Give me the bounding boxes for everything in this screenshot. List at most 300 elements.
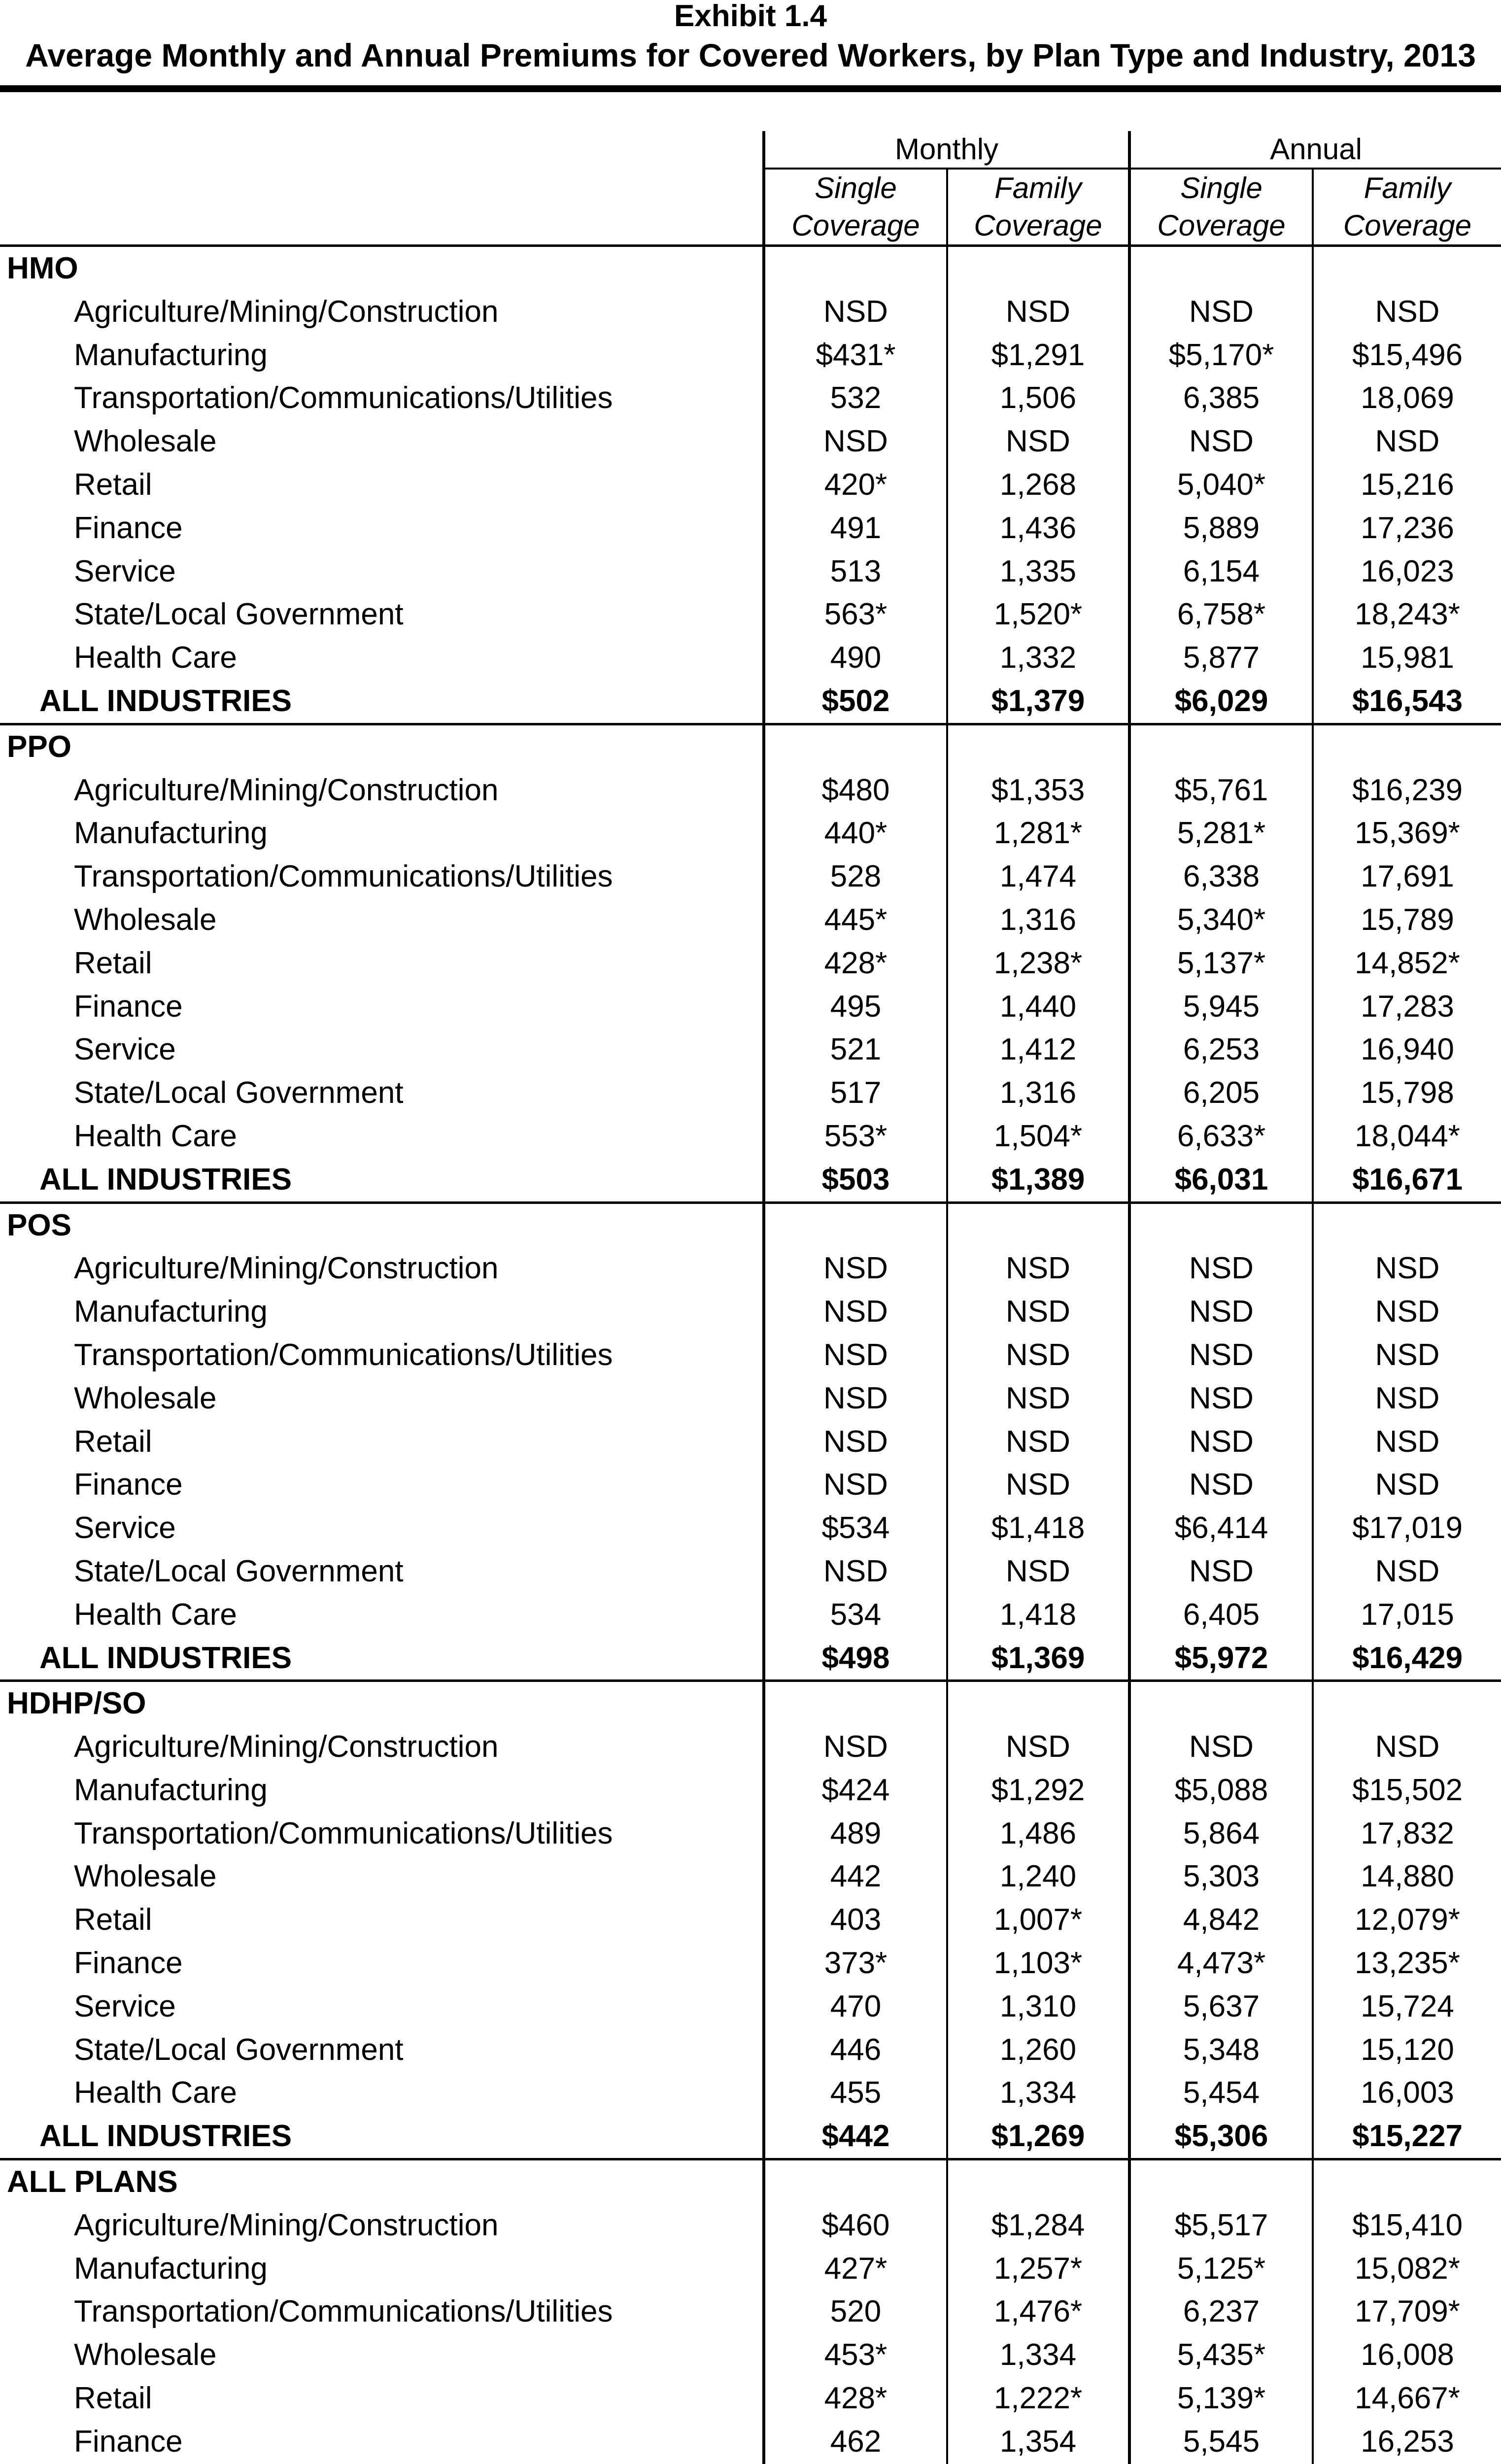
monthly-single-cell: 520 bbox=[764, 2290, 947, 2333]
plan-label: ALL PLANS bbox=[7, 2165, 178, 2199]
monthly-single-cell: NSD bbox=[764, 420, 947, 463]
plan-row-all-plans bbox=[0, 2159, 1501, 2204]
monthly-single-cell: NSD bbox=[764, 1334, 947, 1377]
industry-label: Manufacturing bbox=[74, 2251, 268, 2286]
monthly-single-cell: 373* bbox=[764, 1942, 947, 1985]
plan-row-spacer bbox=[1129, 2159, 1313, 2204]
all-monthly-single-cell: $503 bbox=[764, 1158, 947, 1202]
monthly-family-cell: 1,334 bbox=[947, 2071, 1129, 2115]
header-monthly: Monthly bbox=[764, 131, 1129, 169]
table-row bbox=[0, 2333, 1501, 2377]
industry-label: Wholesale bbox=[74, 1381, 217, 1415]
annual-family-cell: 14,880 bbox=[1313, 1855, 1501, 1898]
annual-single-cell: NSD bbox=[1129, 1550, 1313, 1593]
monthly-family-cell: NSD bbox=[947, 1463, 1129, 1506]
annual-family-cell: 15,082* bbox=[1313, 2247, 1501, 2291]
industry-label: Manufacturing bbox=[74, 1773, 268, 1807]
annual-single-cell: 5,877 bbox=[1129, 636, 1313, 680]
title-block bbox=[0, 0, 1501, 92]
annual-family-cell: 16,023 bbox=[1313, 550, 1501, 593]
table-row bbox=[0, 376, 1501, 420]
industry-label: State/Local Government bbox=[74, 597, 404, 632]
industry-label: Retail bbox=[74, 1903, 152, 1937]
all-monthly-single-cell: $502 bbox=[764, 680, 947, 724]
monthly-single-cell: 428* bbox=[764, 942, 947, 985]
all-monthly-single-cell: $442 bbox=[764, 2115, 947, 2159]
table-row bbox=[0, 593, 1501, 636]
monthly-single-cell: 490 bbox=[764, 636, 947, 680]
table-row bbox=[0, 1593, 1501, 1637]
plan-row-spacer bbox=[1313, 2159, 1501, 2204]
header-blank bbox=[0, 207, 764, 246]
annual-family-cell: 15,216 bbox=[1313, 463, 1501, 507]
monthly-single-cell: 517 bbox=[764, 1071, 947, 1115]
industry-label: Finance bbox=[74, 511, 183, 545]
plan-label: PPO bbox=[7, 729, 71, 764]
industry-label: Transportation/Communications/Utilities bbox=[74, 2294, 613, 2329]
industry-label: Retail bbox=[74, 946, 152, 980]
annual-family-cell: NSD bbox=[1313, 1334, 1501, 1377]
monthly-family-cell: 1,316 bbox=[947, 898, 1129, 942]
annual-family-cell: 14,667* bbox=[1313, 2377, 1501, 2420]
table-row bbox=[0, 1115, 1501, 1158]
all-annual-family-cell: $15,227 bbox=[1313, 2115, 1501, 2159]
annual-family-cell: 15,789 bbox=[1313, 898, 1501, 942]
all-annual-single-cell: $5,972 bbox=[1129, 1637, 1313, 1681]
annual-family-cell: 13,235* bbox=[1313, 1942, 1501, 1985]
monthly-single-cell: 534 bbox=[764, 1593, 947, 1637]
annual-family-cell: 15,724 bbox=[1313, 1985, 1501, 2028]
annual-family-cell: 17,236 bbox=[1313, 507, 1501, 550]
industry-label: Finance bbox=[74, 1946, 183, 1981]
header-annual: Annual bbox=[1129, 131, 1501, 169]
monthly-single-cell: NSD bbox=[764, 1463, 947, 1506]
monthly-single-cell: 453* bbox=[764, 2333, 947, 2377]
monthly-family-cell: 1,103* bbox=[947, 1942, 1129, 1985]
table-row bbox=[0, 898, 1501, 942]
annual-single-cell: NSD bbox=[1129, 1377, 1313, 1420]
industry-label: Transportation/Communications/Utilities bbox=[74, 1337, 613, 1372]
monthly-single-cell: 491 bbox=[764, 507, 947, 550]
industry-label: Finance bbox=[74, 989, 183, 1024]
table-row bbox=[0, 942, 1501, 985]
table-row bbox=[0, 550, 1501, 593]
table-row bbox=[0, 1985, 1501, 2028]
header-monthly-single-2: Coverage bbox=[764, 207, 947, 246]
table-row bbox=[0, 2071, 1501, 2115]
annual-single-cell: 6,758* bbox=[1129, 593, 1313, 636]
annual-single-cell: 5,137* bbox=[1129, 942, 1313, 985]
annual-family-cell: NSD bbox=[1313, 1247, 1501, 1290]
industry-label: Agriculture/Mining/Construction bbox=[74, 1251, 499, 1286]
monthly-family-cell: 1,412 bbox=[947, 1028, 1129, 1071]
annual-family-cell: $15,502 bbox=[1313, 1769, 1501, 1812]
monthly-family-cell: $1,291 bbox=[947, 334, 1129, 377]
table-row bbox=[0, 769, 1501, 812]
all-annual-single-cell: $5,306 bbox=[1129, 2115, 1313, 2159]
all-industries-label: ALL INDUSTRIES bbox=[0, 1158, 764, 1202]
annual-family-cell: 16,003 bbox=[1313, 2071, 1501, 2115]
monthly-single-cell: 442 bbox=[764, 1855, 947, 1898]
industry-label: Wholesale bbox=[74, 2338, 217, 2372]
annual-single-cell: 5,889 bbox=[1129, 507, 1313, 550]
header-monthly-family: Family bbox=[947, 169, 1129, 207]
annual-family-cell: 12,079* bbox=[1313, 1898, 1501, 1942]
plan-row-spacer bbox=[764, 246, 947, 290]
plan-row-spacer bbox=[947, 2159, 1129, 2204]
annual-single-cell: $5,170* bbox=[1129, 334, 1313, 377]
annual-family-cell: 16,008 bbox=[1313, 2333, 1501, 2377]
industry-label: Retail bbox=[74, 467, 152, 502]
industry-label: Manufacturing bbox=[74, 338, 268, 372]
monthly-single-cell: $480 bbox=[764, 769, 947, 812]
monthly-single-cell: 470 bbox=[764, 1985, 947, 2028]
industry-label: Retail bbox=[74, 2381, 152, 2416]
monthly-family-cell: NSD bbox=[947, 1725, 1129, 1769]
monthly-family-cell: 1,506 bbox=[947, 376, 1129, 420]
plan-row-spacer bbox=[1129, 724, 1313, 768]
annual-single-cell: 6,405 bbox=[1129, 1593, 1313, 1637]
table-row bbox=[0, 290, 1501, 334]
table-row bbox=[0, 1420, 1501, 1464]
industry-label: Transportation/Communications/Utilities bbox=[74, 859, 613, 894]
table-row bbox=[0, 2377, 1501, 2420]
annual-family-cell: NSD bbox=[1313, 290, 1501, 334]
industry-label: Wholesale bbox=[74, 902, 217, 937]
annual-single-cell: 6,154 bbox=[1129, 550, 1313, 593]
header-blank bbox=[0, 131, 764, 169]
monthly-family-cell: NSD bbox=[947, 290, 1129, 334]
monthly-single-cell: 445* bbox=[764, 898, 947, 942]
monthly-single-cell: $431* bbox=[764, 334, 947, 377]
annual-family-cell: $17,019 bbox=[1313, 1506, 1501, 1550]
annual-family-cell: 18,069 bbox=[1313, 376, 1501, 420]
monthly-family-cell: 1,486 bbox=[947, 1812, 1129, 1855]
all-industries-row bbox=[0, 1158, 1501, 1202]
monthly-family-cell: 1,222* bbox=[947, 2377, 1129, 2420]
annual-single-cell: 5,139* bbox=[1129, 2377, 1313, 2420]
annual-single-cell: 5,348 bbox=[1129, 2028, 1313, 2072]
annual-single-cell: NSD bbox=[1129, 1334, 1313, 1377]
annual-family-cell: 15,120 bbox=[1313, 2028, 1501, 2072]
monthly-single-cell: 489 bbox=[764, 1812, 947, 1855]
monthly-family-cell: 1,418 bbox=[947, 1593, 1129, 1637]
annual-family-cell: $15,496 bbox=[1313, 334, 1501, 377]
plan-row-spacer bbox=[947, 1202, 1129, 1247]
annual-single-cell: 5,454 bbox=[1129, 2071, 1313, 2115]
annual-family-cell: $16,239 bbox=[1313, 769, 1501, 812]
plan-row-spacer bbox=[1313, 246, 1501, 290]
monthly-family-cell: 1,436 bbox=[947, 507, 1129, 550]
table-row bbox=[0, 2204, 1501, 2247]
all-industries-row bbox=[0, 680, 1501, 724]
monthly-family-cell: NSD bbox=[947, 1290, 1129, 1334]
annual-single-cell: NSD bbox=[1129, 1463, 1313, 1506]
plan-label: POS bbox=[7, 1208, 71, 1242]
industry-label: Health Care bbox=[74, 641, 237, 675]
all-industries-label: ALL INDUSTRIES bbox=[0, 2115, 764, 2159]
monthly-single-cell: 446 bbox=[764, 2028, 947, 2072]
table-row bbox=[0, 1855, 1501, 1898]
annual-single-cell: 5,125* bbox=[1129, 2247, 1313, 2291]
industry-label: Service bbox=[74, 554, 176, 588]
annual-single-cell: 6,633* bbox=[1129, 1115, 1313, 1158]
all-industries-label: ALL INDUSTRIES bbox=[0, 680, 764, 724]
industry-label: Agriculture/Mining/Construction bbox=[74, 294, 499, 329]
annual-single-cell: $6,414 bbox=[1129, 1506, 1313, 1550]
table-row bbox=[0, 463, 1501, 507]
table-row bbox=[0, 1247, 1501, 1290]
monthly-family-cell: 1,007* bbox=[947, 1898, 1129, 1942]
monthly-family-cell: 1,310 bbox=[947, 1985, 1129, 2028]
premiums-table bbox=[0, 131, 1501, 2464]
monthly-family-cell: NSD bbox=[947, 420, 1129, 463]
table-row bbox=[0, 1290, 1501, 1334]
annual-family-cell: NSD bbox=[1313, 420, 1501, 463]
all-annual-single-cell: $6,031 bbox=[1129, 1158, 1313, 1202]
annual-single-cell: 6,205 bbox=[1129, 1071, 1313, 1115]
monthly-single-cell: NSD bbox=[764, 1725, 947, 1769]
annual-family-cell: NSD bbox=[1313, 1290, 1501, 1334]
header-row-coverage-1 bbox=[0, 169, 1501, 207]
table-row bbox=[0, 812, 1501, 855]
all-monthly-family-cell: $1,369 bbox=[947, 1637, 1129, 1681]
monthly-single-cell: $534 bbox=[764, 1506, 947, 1550]
table-row bbox=[0, 1463, 1501, 1506]
monthly-single-cell: 513 bbox=[764, 550, 947, 593]
monthly-single-cell: NSD bbox=[764, 1377, 947, 1420]
annual-single-cell: 5,637 bbox=[1129, 1985, 1313, 2028]
monthly-single-cell: 521 bbox=[764, 1028, 947, 1071]
table-row bbox=[0, 2290, 1501, 2333]
monthly-family-cell: NSD bbox=[947, 1334, 1129, 1377]
annual-single-cell: NSD bbox=[1129, 1247, 1313, 1290]
plan-row-spacer bbox=[1129, 1681, 1313, 1725]
header-annual-family-2: Coverage bbox=[1313, 207, 1501, 246]
table-row bbox=[0, 1334, 1501, 1377]
header-row-coverage-2 bbox=[0, 207, 1501, 246]
monthly-single-cell: 528 bbox=[764, 855, 947, 898]
industry-label: Health Care bbox=[74, 2076, 237, 2110]
monthly-family-cell: 1,474 bbox=[947, 855, 1129, 898]
industry-label: Agriculture/Mining/Construction bbox=[74, 1730, 499, 1764]
annual-single-cell: 5,545 bbox=[1129, 2420, 1313, 2464]
monthly-family-cell: 1,240 bbox=[947, 1855, 1129, 1898]
annual-single-cell: 5,945 bbox=[1129, 985, 1313, 1028]
industry-label: Finance bbox=[74, 1468, 183, 1502]
annual-single-cell: 5,281* bbox=[1129, 812, 1313, 855]
annual-single-cell: NSD bbox=[1129, 420, 1313, 463]
annual-single-cell: $5,517 bbox=[1129, 2204, 1313, 2247]
annual-family-cell: 17,015 bbox=[1313, 1593, 1501, 1637]
monthly-family-cell: $1,292 bbox=[947, 1769, 1129, 1812]
monthly-family-cell: 1,520* bbox=[947, 593, 1129, 636]
title-rule bbox=[0, 85, 1501, 92]
table-row bbox=[0, 2247, 1501, 2291]
industry-label: State/Local Government bbox=[74, 1076, 404, 1110]
monthly-single-cell: NSD bbox=[764, 1247, 947, 1290]
table-row bbox=[0, 855, 1501, 898]
annual-single-cell: 5,864 bbox=[1129, 1812, 1313, 1855]
table-row bbox=[0, 420, 1501, 463]
industry-label: Service bbox=[74, 1511, 176, 1545]
monthly-family-cell: 1,504* bbox=[947, 1115, 1129, 1158]
annual-single-cell: 6,253 bbox=[1129, 1028, 1313, 1071]
monthly-single-cell: 532 bbox=[764, 376, 947, 420]
monthly-family-cell: 1,335 bbox=[947, 550, 1129, 593]
annual-single-cell: 5,435* bbox=[1129, 2333, 1313, 2377]
all-annual-family-cell: $16,671 bbox=[1313, 1158, 1501, 1202]
plan-row-spacer bbox=[947, 724, 1129, 768]
all-monthly-family-cell: $1,379 bbox=[947, 680, 1129, 724]
header-annual-single-2: Coverage bbox=[1129, 207, 1313, 246]
annual-single-cell: 4,473* bbox=[1129, 1942, 1313, 1985]
annual-single-cell: $5,761 bbox=[1129, 769, 1313, 812]
annual-family-cell: $15,410 bbox=[1313, 2204, 1501, 2247]
monthly-single-cell: NSD bbox=[764, 1550, 947, 1593]
annual-family-cell: 18,044* bbox=[1313, 1115, 1501, 1158]
all-industries-row bbox=[0, 2115, 1501, 2159]
premiums-table-body bbox=[0, 131, 1501, 2464]
industry-label: Agriculture/Mining/Construction bbox=[74, 2208, 499, 2242]
monthly-family-cell: 1,257* bbox=[947, 2247, 1129, 2291]
exhibit-title: Average Monthly and Annual Premiums for Covered Workers, by Plan Type and Industry, 2013 bbox=[25, 37, 1476, 73]
all-annual-family-cell: $16,543 bbox=[1313, 680, 1501, 724]
table-row bbox=[0, 1898, 1501, 1942]
annual-single-cell: 6,385 bbox=[1129, 376, 1313, 420]
annual-single-cell: 6,338 bbox=[1129, 855, 1313, 898]
plan-row-hdhp-so bbox=[0, 1681, 1501, 1725]
plan-row-spacer bbox=[947, 246, 1129, 290]
header-monthly-family-2: Coverage bbox=[947, 207, 1129, 246]
monthly-single-cell: $460 bbox=[764, 2204, 947, 2247]
annual-single-cell: 5,340* bbox=[1129, 898, 1313, 942]
header-annual-single: Single bbox=[1129, 169, 1313, 207]
monthly-family-cell: 1,268 bbox=[947, 463, 1129, 507]
industry-label: Agriculture/Mining/Construction bbox=[74, 773, 499, 807]
plan-label: HMO bbox=[7, 251, 78, 285]
table-row bbox=[0, 1725, 1501, 1769]
annual-family-cell: 15,798 bbox=[1313, 1071, 1501, 1115]
annual-family-cell: 15,981 bbox=[1313, 636, 1501, 680]
industry-label: State/Local Government bbox=[74, 2032, 404, 2067]
industry-label: Wholesale bbox=[74, 1859, 217, 1894]
monthly-family-cell: 1,260 bbox=[947, 2028, 1129, 2072]
plan-row-spacer bbox=[764, 1681, 947, 1725]
table-row bbox=[0, 1812, 1501, 1855]
header-blank bbox=[0, 169, 764, 207]
plan-row-spacer bbox=[1129, 1202, 1313, 1247]
all-monthly-single-cell: $498 bbox=[764, 1637, 947, 1681]
monthly-family-cell: 1,334 bbox=[947, 2333, 1129, 2377]
table-row bbox=[0, 1377, 1501, 1420]
annual-single-cell: 5,303 bbox=[1129, 1855, 1313, 1898]
monthly-family-cell: NSD bbox=[947, 1247, 1129, 1290]
monthly-family-cell: NSD bbox=[947, 1377, 1129, 1420]
table-row bbox=[0, 1506, 1501, 1550]
industry-label: Transportation/Communications/Utilities bbox=[74, 381, 613, 415]
header-row-period bbox=[0, 131, 1501, 169]
monthly-family-cell: NSD bbox=[947, 1420, 1129, 1464]
monthly-single-cell: 440* bbox=[764, 812, 947, 855]
plan-row-spacer bbox=[947, 1681, 1129, 1725]
monthly-single-cell: 553* bbox=[764, 1115, 947, 1158]
annual-family-cell: 17,832 bbox=[1313, 1812, 1501, 1855]
monthly-single-cell: NSD bbox=[764, 1290, 947, 1334]
industry-label: Manufacturing bbox=[74, 1295, 268, 1329]
industry-label: Health Care bbox=[74, 1597, 237, 1632]
annual-single-cell: 5,040* bbox=[1129, 463, 1313, 507]
annual-family-cell: NSD bbox=[1313, 1420, 1501, 1464]
monthly-single-cell: 462 bbox=[764, 2420, 947, 2464]
plan-row-spacer bbox=[1313, 1681, 1501, 1725]
annual-family-cell: 16,253 bbox=[1313, 2420, 1501, 2464]
annual-single-cell: NSD bbox=[1129, 1420, 1313, 1464]
plan-row-spacer bbox=[764, 724, 947, 768]
header-annual-family: Family bbox=[1313, 169, 1501, 207]
plan-row-ppo bbox=[0, 724, 1501, 768]
monthly-single-cell: NSD bbox=[764, 1420, 947, 1464]
industry-label: Wholesale bbox=[74, 424, 217, 459]
monthly-family-cell: $1,353 bbox=[947, 769, 1129, 812]
plan-row-spacer bbox=[764, 1202, 947, 1247]
annual-family-cell: 18,243* bbox=[1313, 593, 1501, 636]
monthly-single-cell: 427* bbox=[764, 2247, 947, 2291]
annual-single-cell: 4,842 bbox=[1129, 1898, 1313, 1942]
monthly-single-cell: 563* bbox=[764, 593, 947, 636]
table-row bbox=[0, 1550, 1501, 1593]
monthly-family-cell: 1,476* bbox=[947, 2290, 1129, 2333]
monthly-single-cell: 403 bbox=[764, 1898, 947, 1942]
industry-label: Transportation/Communications/Utilities bbox=[74, 1816, 613, 1850]
table-row bbox=[0, 1769, 1501, 1812]
monthly-family-cell: 1,332 bbox=[947, 636, 1129, 680]
monthly-family-cell: 1,440 bbox=[947, 985, 1129, 1028]
all-industries-label: ALL INDUSTRIES bbox=[0, 1637, 764, 1681]
plan-row-spacer bbox=[1129, 246, 1313, 290]
annual-single-cell: NSD bbox=[1129, 1290, 1313, 1334]
industry-label: Finance bbox=[74, 2424, 183, 2459]
all-annual-single-cell: $6,029 bbox=[1129, 680, 1313, 724]
plan-row-pos bbox=[0, 1202, 1501, 1247]
plan-row-hmo bbox=[0, 246, 1501, 290]
monthly-family-cell: 1,281* bbox=[947, 812, 1129, 855]
all-monthly-family-cell: $1,389 bbox=[947, 1158, 1129, 1202]
plan-label: HDHP/SO bbox=[7, 1686, 146, 1721]
monthly-single-cell: 420* bbox=[764, 463, 947, 507]
industry-label: State/Local Government bbox=[74, 1554, 404, 1588]
monthly-family-cell: 1,238* bbox=[947, 942, 1129, 985]
table-row bbox=[0, 507, 1501, 550]
annual-family-cell: 17,709* bbox=[1313, 2290, 1501, 2333]
annual-family-cell: 17,283 bbox=[1313, 985, 1501, 1028]
annual-family-cell: NSD bbox=[1313, 1550, 1501, 1593]
all-monthly-family-cell: $1,269 bbox=[947, 2115, 1129, 2159]
industry-label: Service bbox=[74, 1989, 176, 2023]
monthly-single-cell: NSD bbox=[764, 290, 947, 334]
plan-row-spacer bbox=[1313, 1202, 1501, 1247]
industry-label: Health Care bbox=[74, 1119, 237, 1153]
table-row bbox=[0, 1028, 1501, 1071]
plan-row-spacer bbox=[1313, 724, 1501, 768]
annual-family-cell: NSD bbox=[1313, 1463, 1501, 1506]
monthly-single-cell: 495 bbox=[764, 985, 947, 1028]
table-row bbox=[0, 1071, 1501, 1115]
annual-family-cell: 15,369* bbox=[1313, 812, 1501, 855]
annual-family-cell: 17,691 bbox=[1313, 855, 1501, 898]
monthly-family-cell: 1,354 bbox=[947, 2420, 1129, 2464]
industry-label: Retail bbox=[74, 1424, 152, 1459]
